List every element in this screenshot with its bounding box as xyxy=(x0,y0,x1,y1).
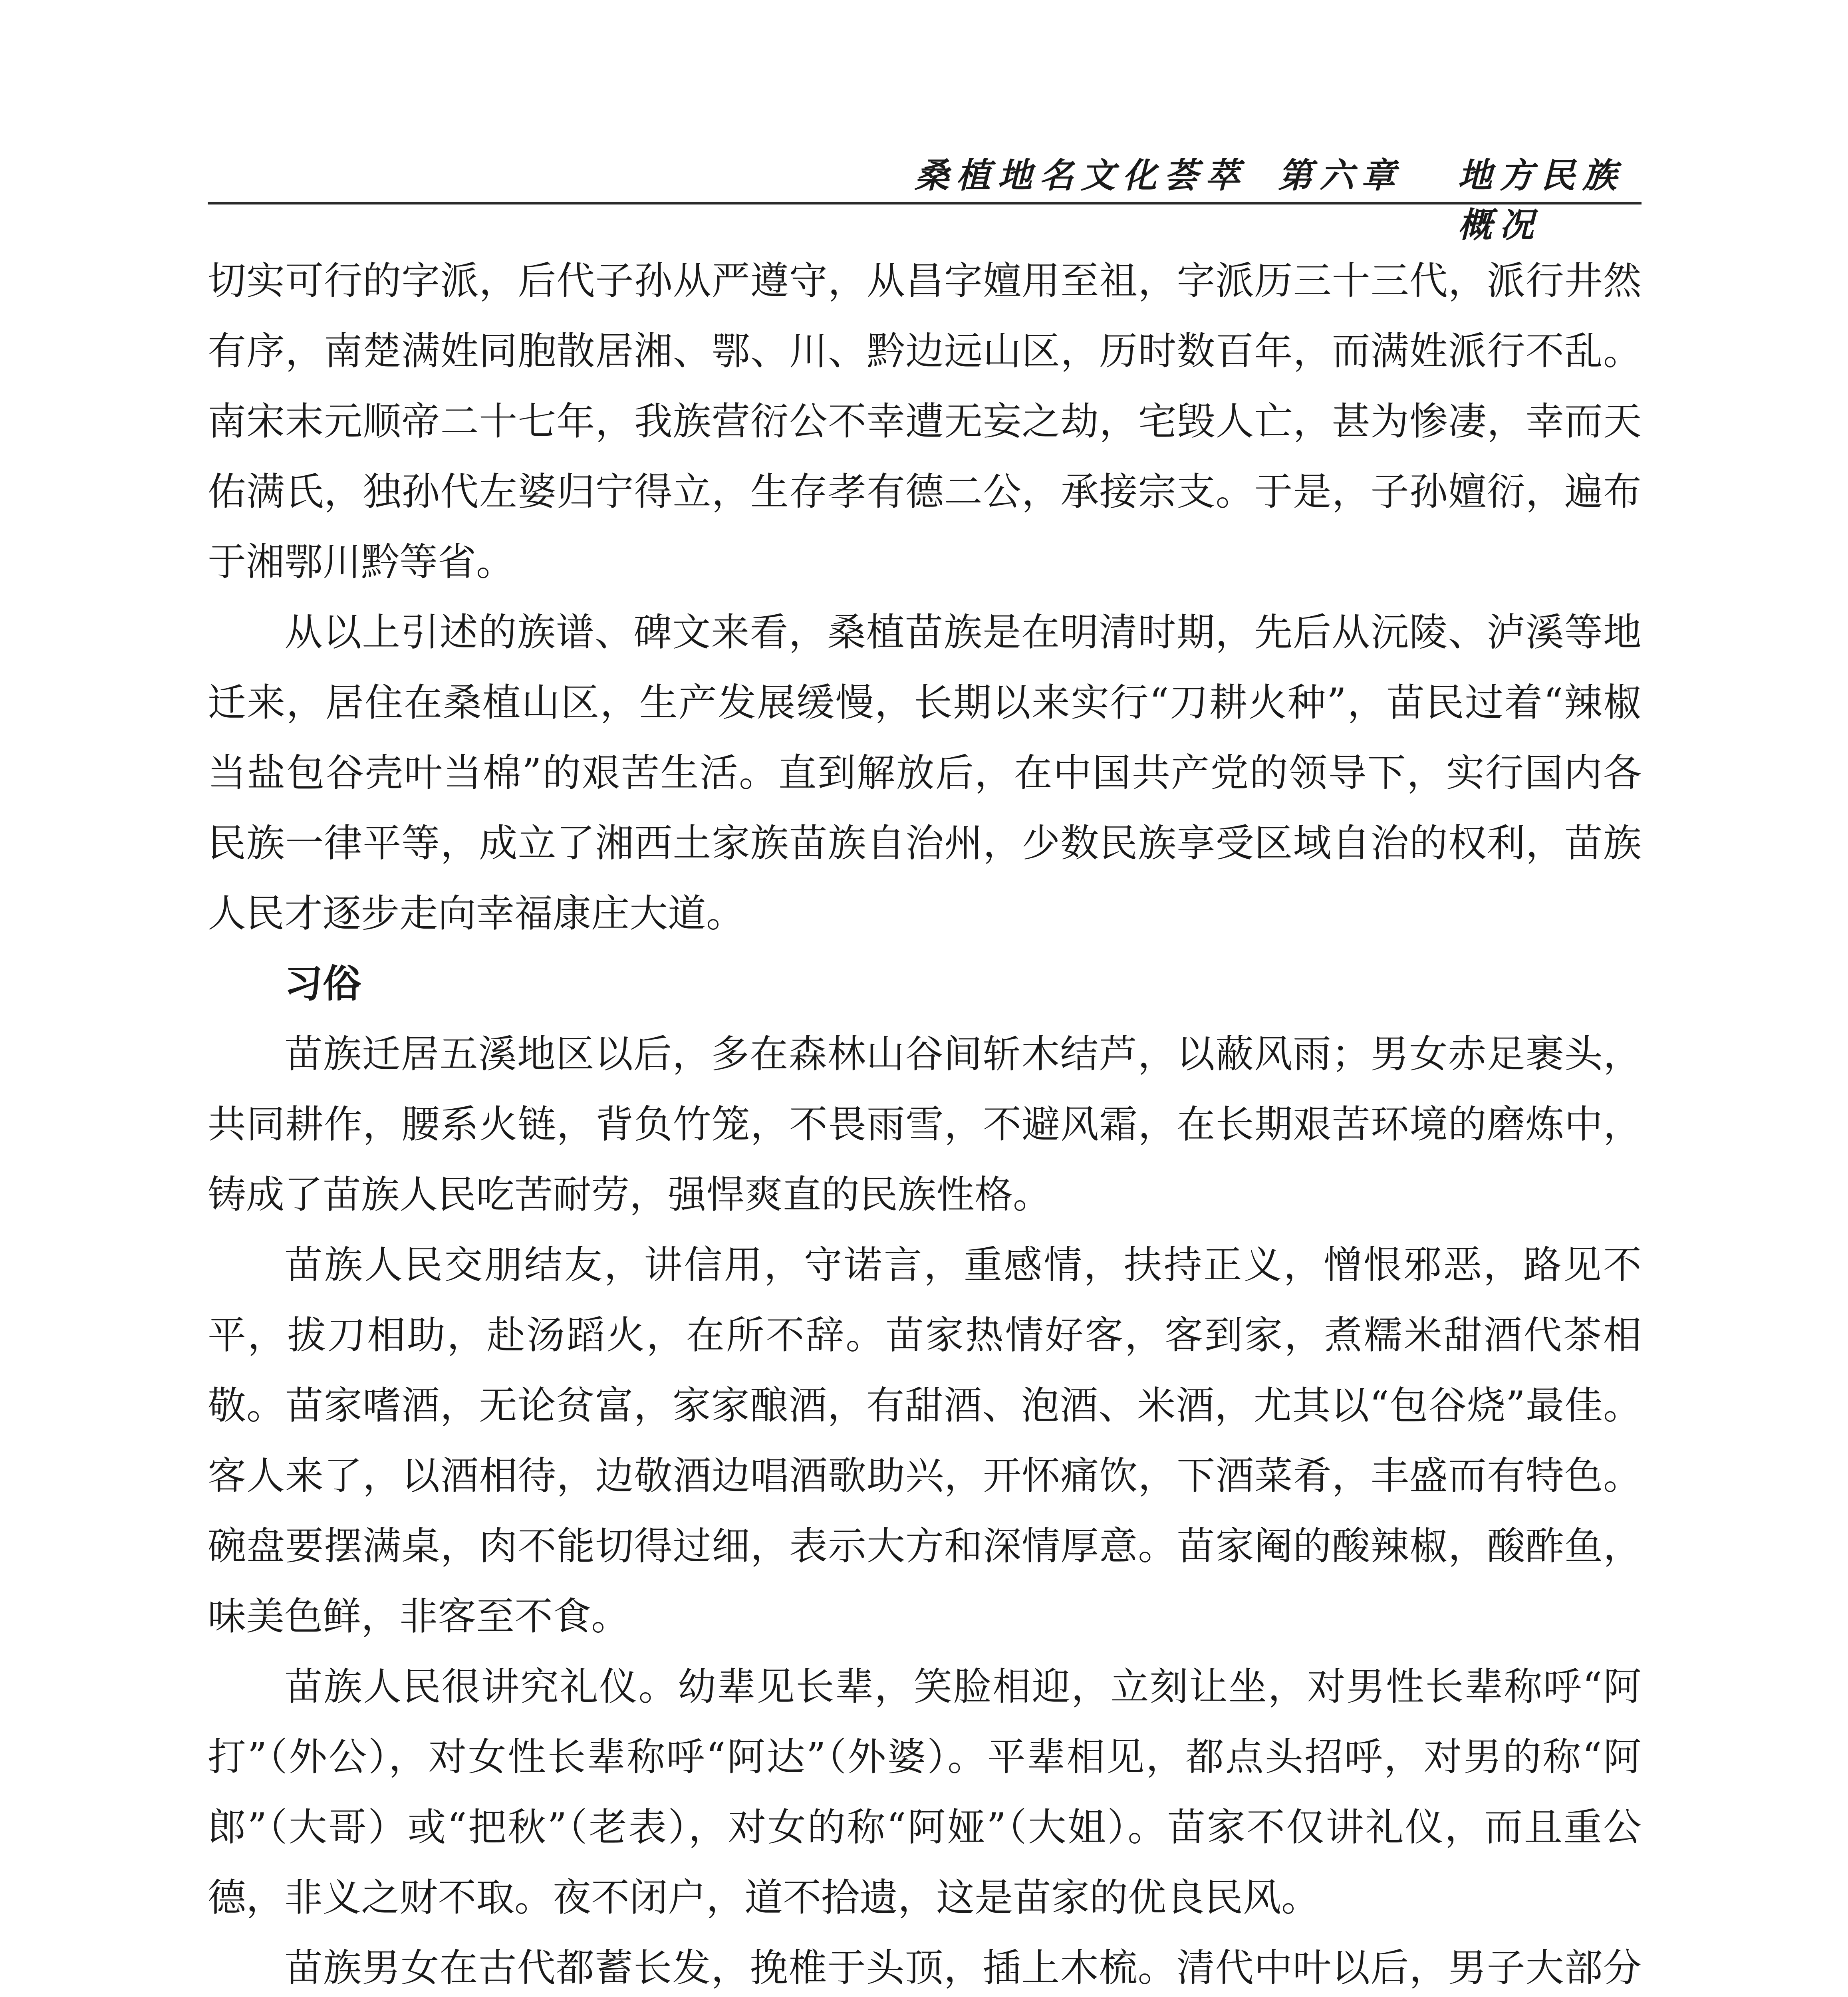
body-text xyxy=(208,246,1642,1997)
header-chapter: 第六章 xyxy=(1278,155,1403,196)
paragraph: 从以上引述的族谱、碑文来看，桑植苗族是在明清时期，先后从沅陵、泸溪等地迁来，居住在桑植山区，生产发展缓慢，长期以来实行“刀耕火种”，苗民过着“辣椒当盐包谷壳叶当棉”的艰苦生活。直到解放后，在中国共产党的领导下，实行国内各民族一律平等，成立了湘西土家族苗族自治州，少数民族享受区域自治的权利，苗族人民才逐步走向幸福康庄大道。 xyxy=(208,610,1642,936)
running-header xyxy=(879,148,1640,245)
header-book-title: 桑植地名文化荟萃 xyxy=(915,155,1247,196)
paragraph: 苗族男女在古代都蓄长发，挽椎于头顶，插上木梳。清代中叶以后，男子大部分 xyxy=(284,1945,1642,1990)
paragraph: 苗族人民交朋结友，讲信用，守诺言，重感情，扶持正义，憎恨邪恶，路见不平，拔刀相助，赴汤蹈火，在所不辞。苗家热情好客，客到家，煮糯米甜酒代茶相敬。苗家嗜酒，无论贫富，家家酿酒，有甜酒、泡酒、米酒，尤其以“包谷烧”最佳。客人来了，以酒相待，边敬酒边唱酒歌助兴，开怀痛饮，下酒菜肴，丰盛而有特色。碗盘要摆满桌，肉不能切得过细，表示大方和深情厚意。苗家阉的酸辣椒，酸酢鱼，味美色鲜，非客至不食。 xyxy=(208,1243,1642,1639)
header-divider xyxy=(208,202,1642,204)
paragraph: 苗族迁居五溪地区以后，多在森林山谷间斩木结芦，以蔽风雨；男女赤足裹头，共同耕作，腰系火链，背负竹笼，不畏雨雪，不避风霜，在长期艰苦环境的磨炼中，铸成了苗族人民吃苦耐劳，强悍爽直的民族性格。 xyxy=(208,1032,1642,1217)
paragraph: 苗族人民很讲究礼仪。幼辈见长辈，笑脸相迎，立刻让坐，对男性长辈称呼“阿打”（外公），对女性长辈称呼“阿达”（外婆）。平辈相见，都点头招呼，对男的称“阿郎”（大哥）或“把秋”（老表），对女的称“阿娅”（大姐）。苗家不仅讲礼仪，而且重公德，非义之财不取。夜不闭户，道不拾遗，这是苗家的优良民风。 xyxy=(208,1664,1642,1920)
section-heading-customs: 习俗 xyxy=(284,961,361,1006)
header-section-title: 地方民族概况 xyxy=(1458,155,1624,245)
paragraph-continuation: 切实可行的字派，后代子孙从严遵守，从昌字嬗用至祖，字派历三十三代，派行井然有序，南楚满姓同胞散居湘、鄂、川、黔边远山区，历时数百年，而满姓派行不乱。南宋末元顺帝二十七年，我族营衍公不幸遭无妄之劫，宅毁人亡，甚为惨凄，幸而天佑满氏，独孙代左婆归宁得立，生存孝有德二公，承接宗支。于是，子孙嬗衍，遍布于湘鄂川黔等省。 xyxy=(208,258,1642,584)
